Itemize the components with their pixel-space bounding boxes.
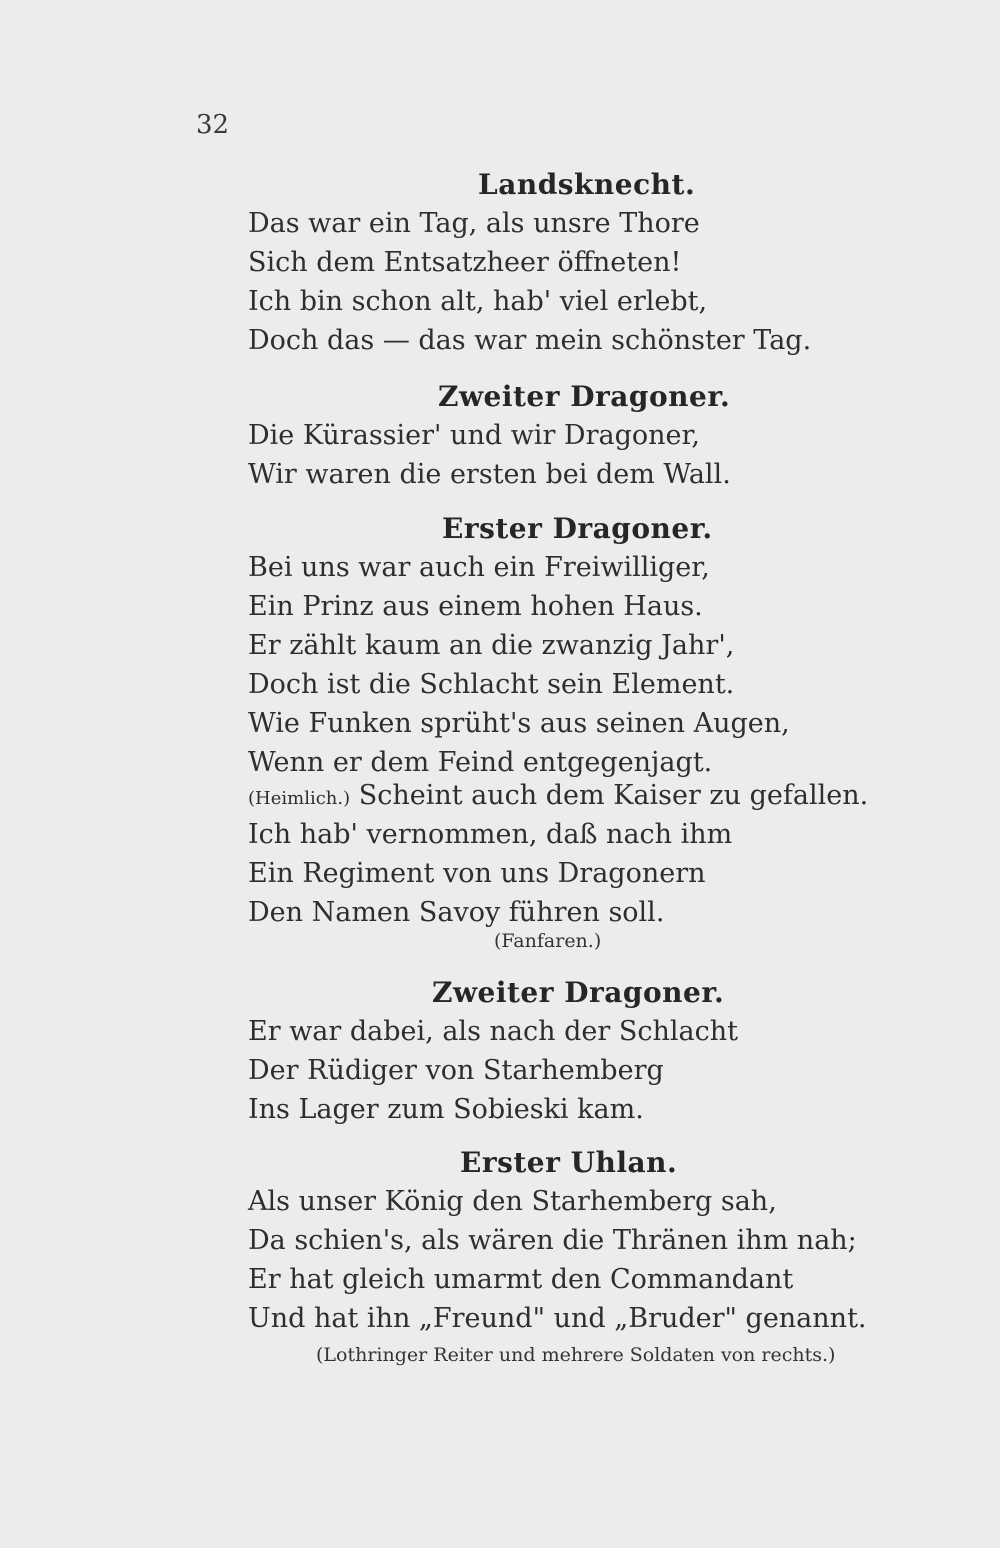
verse-line: Wie Funken sprüht's aus seinen Augen, <box>248 708 790 739</box>
verse-line: Und hat ihn „Freund" und „Bruder" genannt. <box>248 1303 867 1334</box>
verse-line: Er hat gleich umarmt den Commandant <box>248 1264 794 1295</box>
verse-line: Er war dabei, als nach der Schlacht <box>248 1016 738 1047</box>
speaker-heading: Erster Uhlan. <box>460 1146 678 1179</box>
stage-direction: (Lothringer Reiter und mehrere Soldaten von rechts.) <box>316 1344 836 1366</box>
verse-line: Ich bin schon alt, hab' viel erlebt, <box>248 286 708 317</box>
verse-line: Das war ein Tag, als unsre Thore <box>248 208 700 239</box>
verse-line: Ein Prinz aus einem hohen Haus. <box>248 591 703 622</box>
verse-line: Als unser König den Starhemberg sah, <box>248 1186 777 1217</box>
verse-line: Den Namen Savoy führen soll. <box>248 897 665 928</box>
speaker-heading: Erster Dragoner. <box>442 512 713 545</box>
verse-line: Der Rüdiger von Starhemberg <box>248 1055 664 1086</box>
verse-line-text: Scheint auch dem Kaiser zu gefallen. <box>358 780 869 811</box>
speaker-heading: Zweiter Dragoner. <box>432 976 725 1009</box>
inline-stage-direction: (Heimlich.) <box>248 788 351 809</box>
verse-line: Er zählt kaum an die zwanzig Jahr', <box>248 630 735 661</box>
verse-line: Ins Lager zum Sobieski kam. <box>248 1094 644 1125</box>
verse-line: Sich dem Entsatzheer öffneten! <box>248 247 682 278</box>
stage-direction: (Fanfaren.) <box>494 930 602 952</box>
verse-line-with-aside <box>248 780 868 811</box>
page-number: 32 <box>196 110 230 140</box>
verse-line: Bei uns war auch ein Freiwilliger, <box>248 552 710 583</box>
verse-line: Doch das — das war mein schönster Tag. <box>248 325 812 356</box>
verse-line: Wenn er dem Feind entgegenjagt. <box>248 747 713 778</box>
verse-line: Doch ist die Schlacht sein Element. <box>248 669 735 700</box>
verse-line: Die Kürassier' und wir Dragoner, <box>248 420 701 451</box>
verse-line: Ich hab' vernommen, daß nach ihm <box>248 819 733 850</box>
speaker-heading: Zweiter Dragoner. <box>438 380 731 413</box>
verse-line: Da schien's, als wären die Thränen ihm nah; <box>248 1225 857 1256</box>
verse-line: Ein Regiment von uns Dragonern <box>248 858 706 889</box>
speaker-heading: Landsknecht. <box>478 168 696 201</box>
verse-line: Wir waren die ersten bei dem Wall. <box>248 459 731 490</box>
